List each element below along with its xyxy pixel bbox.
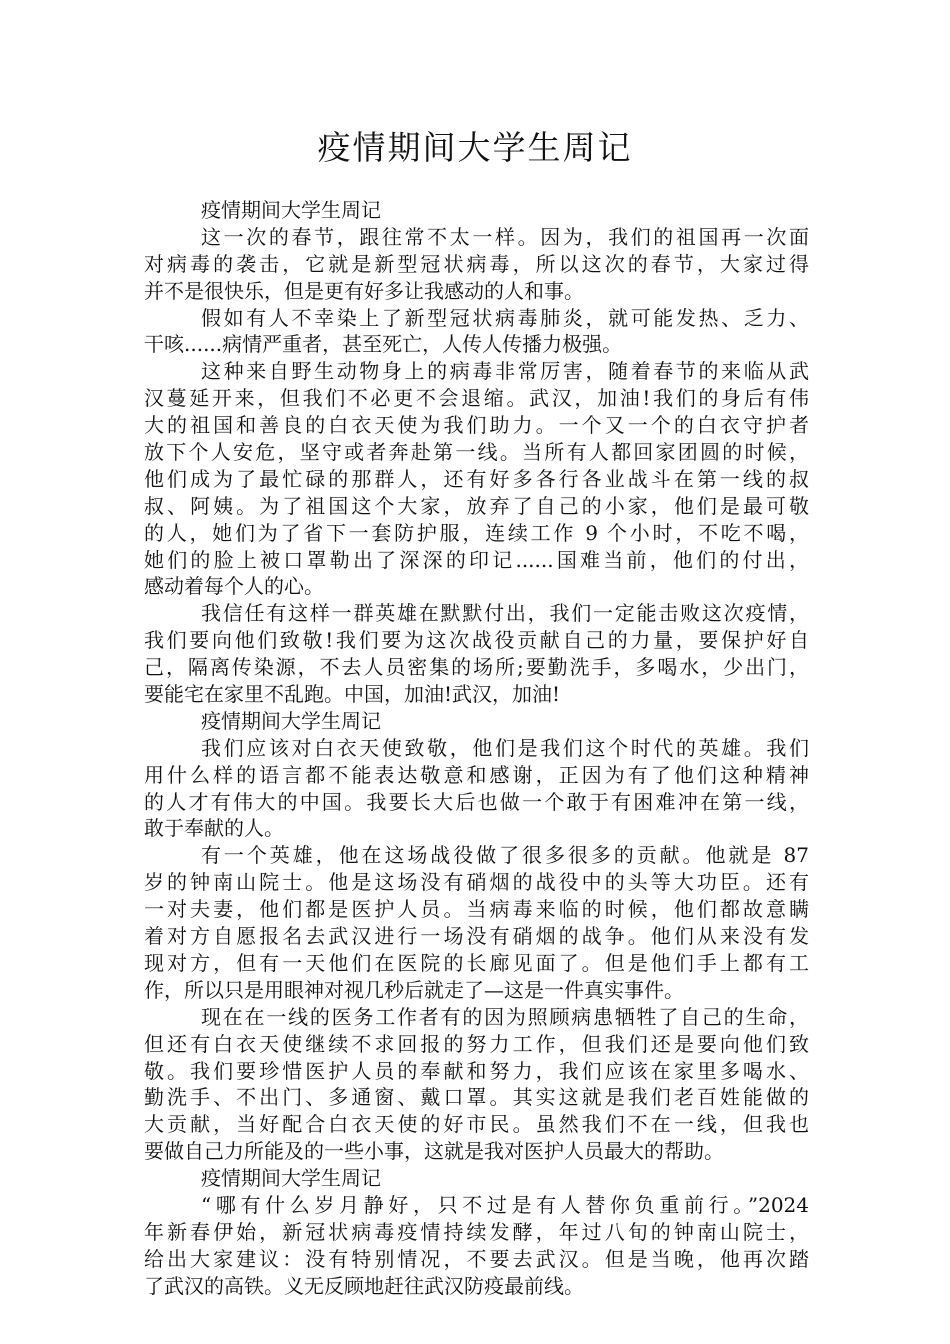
text-line: 疫情期间大学生周记 xyxy=(201,1166,381,1191)
text-line: 作，所以只是用眼神对视几秒后就走了—这是一件真实事件。 xyxy=(144,977,684,1002)
text-line: 这一次的春节，跟往常不太一样。因为，我们的祖国再一次面 xyxy=(201,224,809,249)
text-line: 并不是很快乐，但是更有好多让我感动的人和事。 xyxy=(144,278,584,303)
text-line: 有一个英雄，他在这场战役做了很多很多的贡献。他就是 87 xyxy=(201,843,809,868)
text-line: 我信任有这样一群英雄在默默付出，我们一定能击败这次疫情， xyxy=(201,601,809,626)
text-line: 他们成为了最忙碌的那群人，还有好多各行各业战斗在第一线的叔 xyxy=(144,466,809,491)
text-line: 要能宅在家里不乱跑。中国，加油!武汉，加油! xyxy=(144,682,561,707)
text-line: 己，隔离传染源，不去人员密集的场所;要勤洗手，多喝水，少出门， xyxy=(144,655,809,680)
text-line: 假如有人不幸染上了新型冠状病毒肺炎，就可能发热、乏力、 xyxy=(201,305,809,330)
text-line: “哪有什么岁月静好，只不过是有人替你负重前行。”2024 xyxy=(201,1192,809,1217)
document-body xyxy=(144,197,809,1300)
text-line: 一对夫妻，他们都是医护人员。当病毒来临的时候，他们都故意瞒 xyxy=(144,897,809,922)
text-line: 疫情期间大学生周记 xyxy=(201,198,381,222)
text-line: 她们的脸上被口罩勒出了深深的印记......国难当前，他们的付出， xyxy=(144,547,809,572)
text-line: 给出大家建议：没有特别情况，不要去武汉。但是当晚，他再次踏 xyxy=(144,1246,809,1271)
page-title: 疫情期间大学生周记 xyxy=(317,128,633,167)
text-line: 着对方自愿报名去武汉进行一场没有硝烟的战争。他们从来没有发 xyxy=(144,924,809,949)
text-line: 大贡献，当好配合白衣天使的好市民。虽然我们不在一线，但我也 xyxy=(144,1112,809,1137)
text-line: 的人才有伟大的中国。我要长大后也做一个敢于有困难冲在第一线， xyxy=(144,789,809,814)
text-line: 这种来自野生动物身上的病毒非常厉害，随着春节的来临从武 xyxy=(201,359,809,384)
text-line: 干咳......病情严重者，甚至死亡，人传人传播力极强。 xyxy=(144,332,623,357)
text-line: 勤洗手、不出门、多通窗、戴口罩。其实这就是我们老百姓能做的 xyxy=(144,1085,809,1110)
text-line: 年新春伊始，新冠状病毒疫情持续发酵，年过八旬的钟南山院士， xyxy=(144,1219,809,1244)
text-line: 大的祖国和善良的白衣天使为我们助力。一个又一个的白衣守护者 xyxy=(144,413,809,438)
text-line: 我们应该对白衣天使致敬，他们是我们这个时代的英雄。我们 xyxy=(201,735,809,760)
text-line: 感动着每个人的心。 xyxy=(144,574,324,599)
text-line: 疫情期间大学生周记 xyxy=(201,708,381,733)
text-line: 用什么样的语言都不能表达敬意和感谢，正因为有了他们这种精神 xyxy=(144,762,809,787)
text-line: 汉蔓延开来，但我们不必更不会退缩。武汉，加油!我们的身后有伟 xyxy=(144,386,809,411)
text-line: 要做自己力所能及的一些小事，这就是我对医护人员最大的帮助。 xyxy=(144,1139,724,1164)
text-line: 敬。我们要珍惜医护人员的奉献和努力，我们应该在家里多喝水、 xyxy=(144,1058,809,1083)
text-line: 岁的钟南山院士。他是这场没有硝烟的战役中的头等大功臣。还有 xyxy=(144,870,809,895)
text-line: 了武汉的高铁。义无反顾地赶往武汉防疫最前线。 xyxy=(144,1273,584,1298)
text-line: 现对方，但有一天他们在医院的长廊见面了。但是他们手上都有工 xyxy=(144,950,809,975)
text-line: 叔、阿姨。为了祖国这个大家，放弃了自己的小家，他们是最可敬 xyxy=(144,493,809,518)
text-line: 放下个人安危，坚守或者奔赴第一线。当所有人都回家团圆的时候， xyxy=(144,440,809,465)
text-line: 现在在一线的医务工作者有的因为照顾病患牺牲了自己的生命， xyxy=(201,1004,809,1029)
text-line: 我们要向他们致敬!我们要为这次战役贡献自己的力量，要保护好自 xyxy=(144,628,809,653)
text-line: 对病毒的袭击，它就是新型冠状病毒，所以这次的春节，大家过得 xyxy=(144,251,809,276)
text-line: 敢于奉献的人。 xyxy=(144,816,284,841)
text-line: 的人，她们为了省下一套防护服，连续工作 9 个小时，不吃不喝， xyxy=(144,520,809,545)
text-line: 但还有白衣天使继续不求回报的努力工作，但我们还是要向他们致 xyxy=(144,1031,809,1056)
